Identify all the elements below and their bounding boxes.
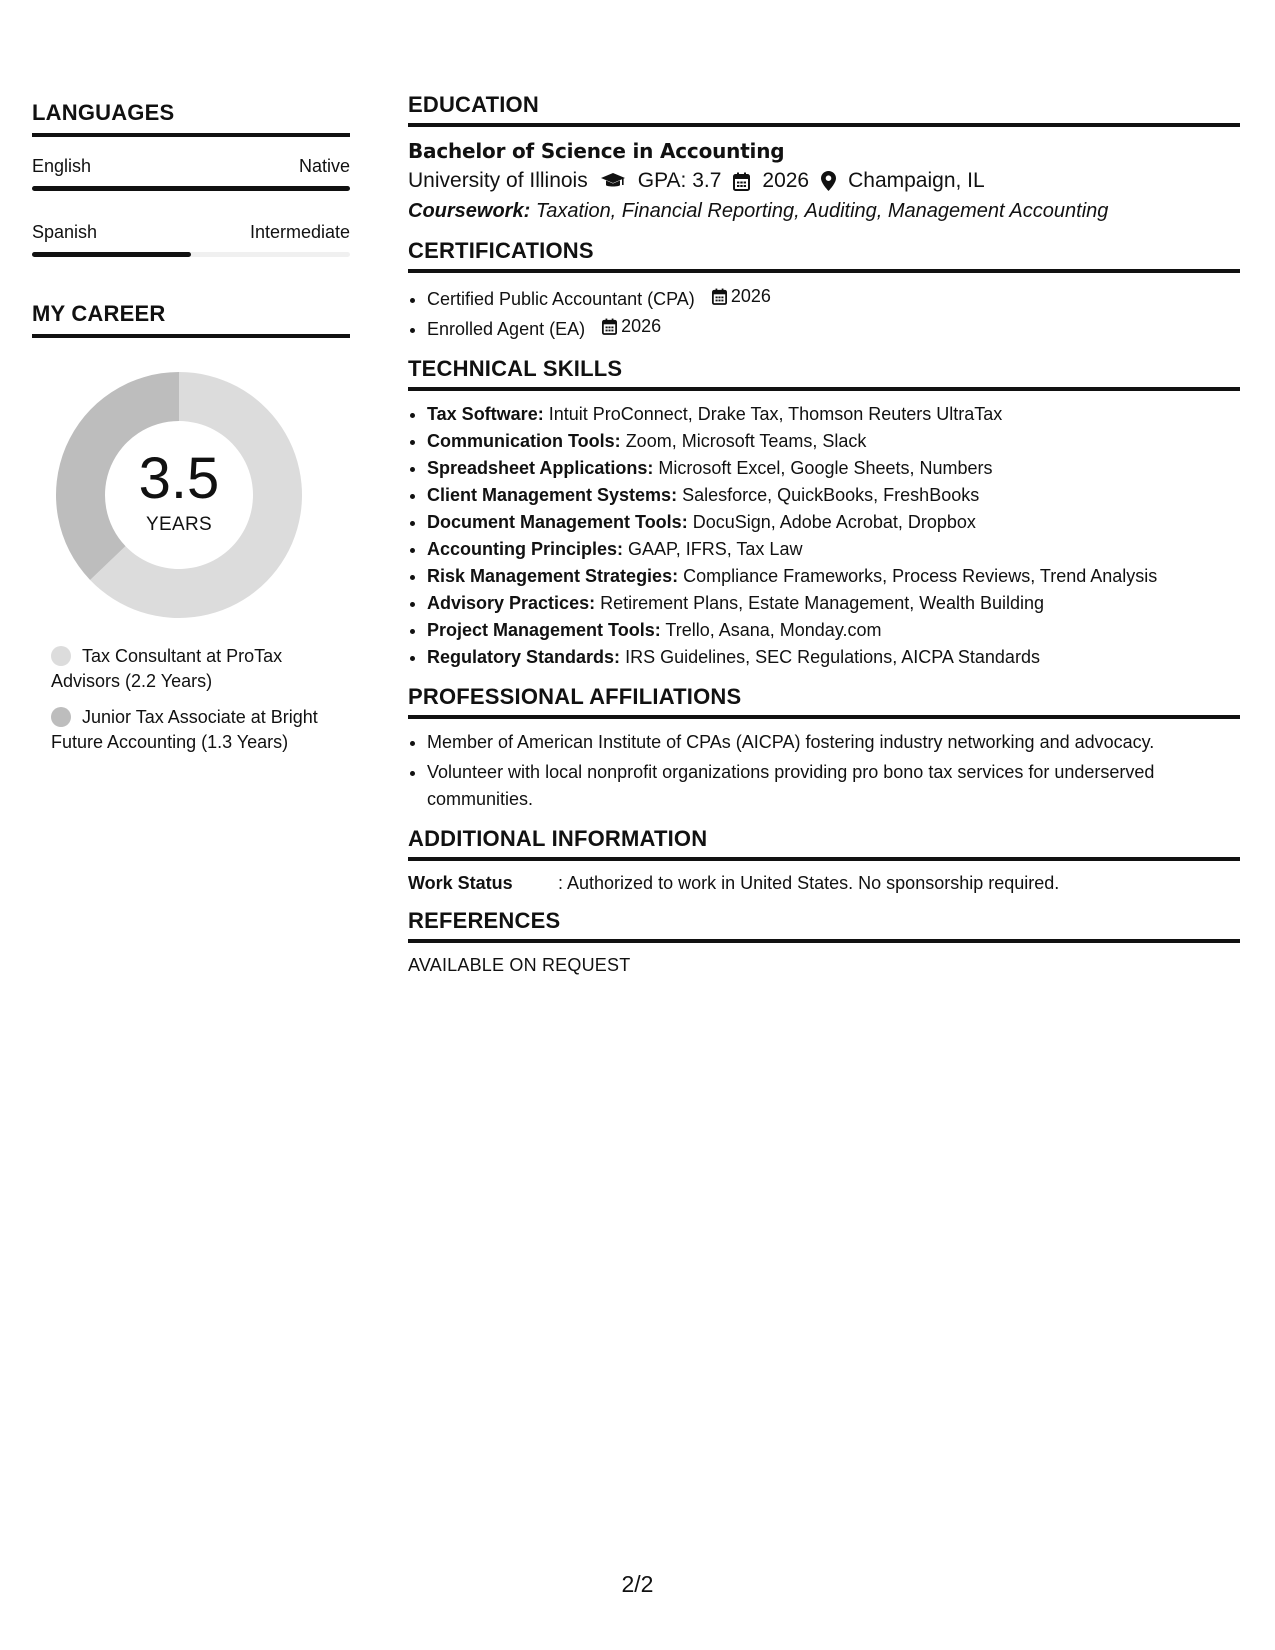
language-name: Spanish	[32, 222, 98, 242]
donut-center	[56, 372, 302, 618]
education-school: University of Illinois	[408, 169, 588, 192]
skill-item	[427, 401, 1240, 428]
work-status-value: : Authorized to work in United States. No sponsorship required.	[558, 873, 1060, 893]
skill-value: Salesforce, QuickBooks, FreshBooks	[682, 485, 980, 505]
education-gpa: GPA: 3.7	[637, 169, 722, 192]
language-proficiency-fill	[32, 252, 191, 257]
skills-list	[408, 401, 1240, 671]
left-column	[32, 100, 350, 766]
language-level: Native	[298, 156, 350, 176]
languages-section	[32, 100, 350, 257]
skill-label: Risk Management Strategies:	[427, 566, 679, 586]
skill-item	[427, 536, 1240, 563]
coursework-value: Taxation, Financial Reporting, Auditing, Management Accounting	[535, 200, 1109, 222]
additional-info-heading: ADDITIONAL INFORMATION	[408, 826, 1240, 861]
skill-label: Tax Software:	[427, 404, 544, 424]
languages-heading: LANGUAGES	[32, 100, 350, 137]
education-location: Champaign, IL	[848, 169, 985, 192]
education-heading: EDUCATION	[408, 92, 1240, 127]
affiliations-section	[408, 684, 1240, 813]
references-text: AVAILABLE ON REQUEST	[408, 955, 631, 975]
references-heading: REFERENCES	[408, 908, 1240, 943]
skill-label: Document Management Tools:	[427, 512, 688, 532]
page-number: 2/2	[621, 1571, 654, 1597]
additional-info-section	[408, 826, 1240, 895]
skill-item	[427, 509, 1240, 536]
language-name: English	[32, 156, 92, 176]
coursework-label: Coursework:	[408, 200, 531, 222]
certifications-heading: CERTIFICATIONS	[408, 238, 1240, 273]
skill-value: Microsoft Excel, Google Sheets, Numbers	[658, 458, 993, 478]
certification-name: Certified Public Accountant (CPA)	[427, 289, 695, 309]
education-section	[408, 92, 1240, 225]
affiliations-list	[408, 729, 1240, 813]
affiliation-item: • Member of American Institute of CPAs (AICPA) fostering industry networking and advocacy.	[427, 729, 1240, 756]
skill-label: Project Management Tools:	[427, 620, 661, 640]
skill-value: Trello, Asana, Monday.com	[665, 620, 882, 640]
legend-item	[51, 644, 321, 694]
career-section	[32, 301, 350, 755]
certification-item	[427, 283, 1240, 313]
skill-value: GAAP, IFRS, Tax Law	[628, 539, 803, 559]
education-degree: Bachelor of Science in Accounting	[408, 139, 785, 163]
affiliations-heading: PROFESSIONAL AFFILIATIONS	[408, 684, 1240, 719]
education-details	[408, 165, 1240, 197]
skill-label: Communication Tools:	[427, 431, 621, 451]
languages-list	[32, 155, 350, 257]
skills-section	[408, 356, 1240, 671]
career-total-unit: YEARS	[146, 514, 212, 535]
skill-label: Spreadsheet Applications:	[427, 458, 654, 478]
skill-label: Accounting Principles:	[427, 539, 624, 559]
legend-label: Tax Consultant at ProTax Advisors (2.2 Years)	[51, 646, 283, 691]
skill-item	[427, 455, 1240, 482]
skill-value: IRS Guidelines, SEC Regulations, AICPA Standards	[625, 647, 1040, 667]
skill-value: Retirement Plans, Estate Management, Wealth Building	[600, 593, 1045, 613]
graduation-cap-icon	[600, 172, 626, 190]
career-legend	[51, 644, 321, 755]
language-proficiency-bar	[32, 186, 350, 191]
skill-item	[427, 482, 1240, 509]
skills-heading: TECHNICAL SKILLS	[408, 356, 1240, 391]
certification-item	[427, 313, 1240, 343]
skill-item	[427, 644, 1240, 671]
legend-label: Junior Tax Associate at Bright Future Accounting (1.3 Years)	[51, 707, 318, 752]
calendar-icon	[602, 318, 617, 335]
skill-value: Compliance Frameworks, Process Reviews, Trend Analysis	[683, 566, 1158, 586]
skill-value: DocuSign, Adobe Acrobat, Dropbox	[692, 512, 976, 532]
language-item	[32, 155, 350, 191]
language-level: Intermediate	[249, 222, 350, 242]
skill-item	[427, 617, 1240, 644]
skill-item	[427, 563, 1240, 590]
affiliation-item: • Volunteer with local nonprofit organizations providing pro bono tax services for underserved communities.	[427, 759, 1240, 813]
right-column	[408, 92, 1240, 990]
skill-value: Zoom, Microsoft Teams, Slack	[625, 431, 867, 451]
language-item	[32, 221, 350, 257]
references-section	[408, 908, 1240, 977]
certification-name: Enrolled Agent (EA)	[427, 319, 586, 339]
skill-label: Advisory Practices:	[427, 593, 596, 613]
skill-label: Regulatory Standards:	[427, 647, 621, 667]
work-status-row	[408, 871, 1240, 895]
career-heading: MY CAREER	[32, 301, 350, 338]
certification-year: 2026	[730, 286, 771, 306]
language-proficiency-fill	[32, 186, 350, 191]
career-total-value: 3.5	[138, 446, 220, 511]
education-coursework	[408, 197, 1240, 225]
career-donut-chart	[56, 372, 302, 618]
certifications-section	[408, 238, 1240, 343]
skill-item	[427, 428, 1240, 455]
calendar-icon	[733, 172, 750, 191]
skill-value: Intuit ProConnect, Drake Tax, Thomson Reuters UltraTax	[548, 404, 1003, 424]
language-proficiency-bar	[32, 252, 350, 257]
skill-label: Client Management Systems:	[427, 485, 678, 505]
legend-dot-icon	[51, 646, 71, 666]
education-year: 2026	[762, 169, 810, 192]
legend-dot-icon	[51, 707, 71, 727]
calendar-icon	[712, 288, 727, 305]
certification-year: 2026	[621, 316, 662, 336]
location-pin-icon	[821, 171, 836, 191]
legend-item	[51, 705, 321, 755]
work-status-label: Work Status	[408, 873, 513, 893]
certifications-list	[408, 283, 1240, 343]
skill-item	[427, 590, 1240, 617]
